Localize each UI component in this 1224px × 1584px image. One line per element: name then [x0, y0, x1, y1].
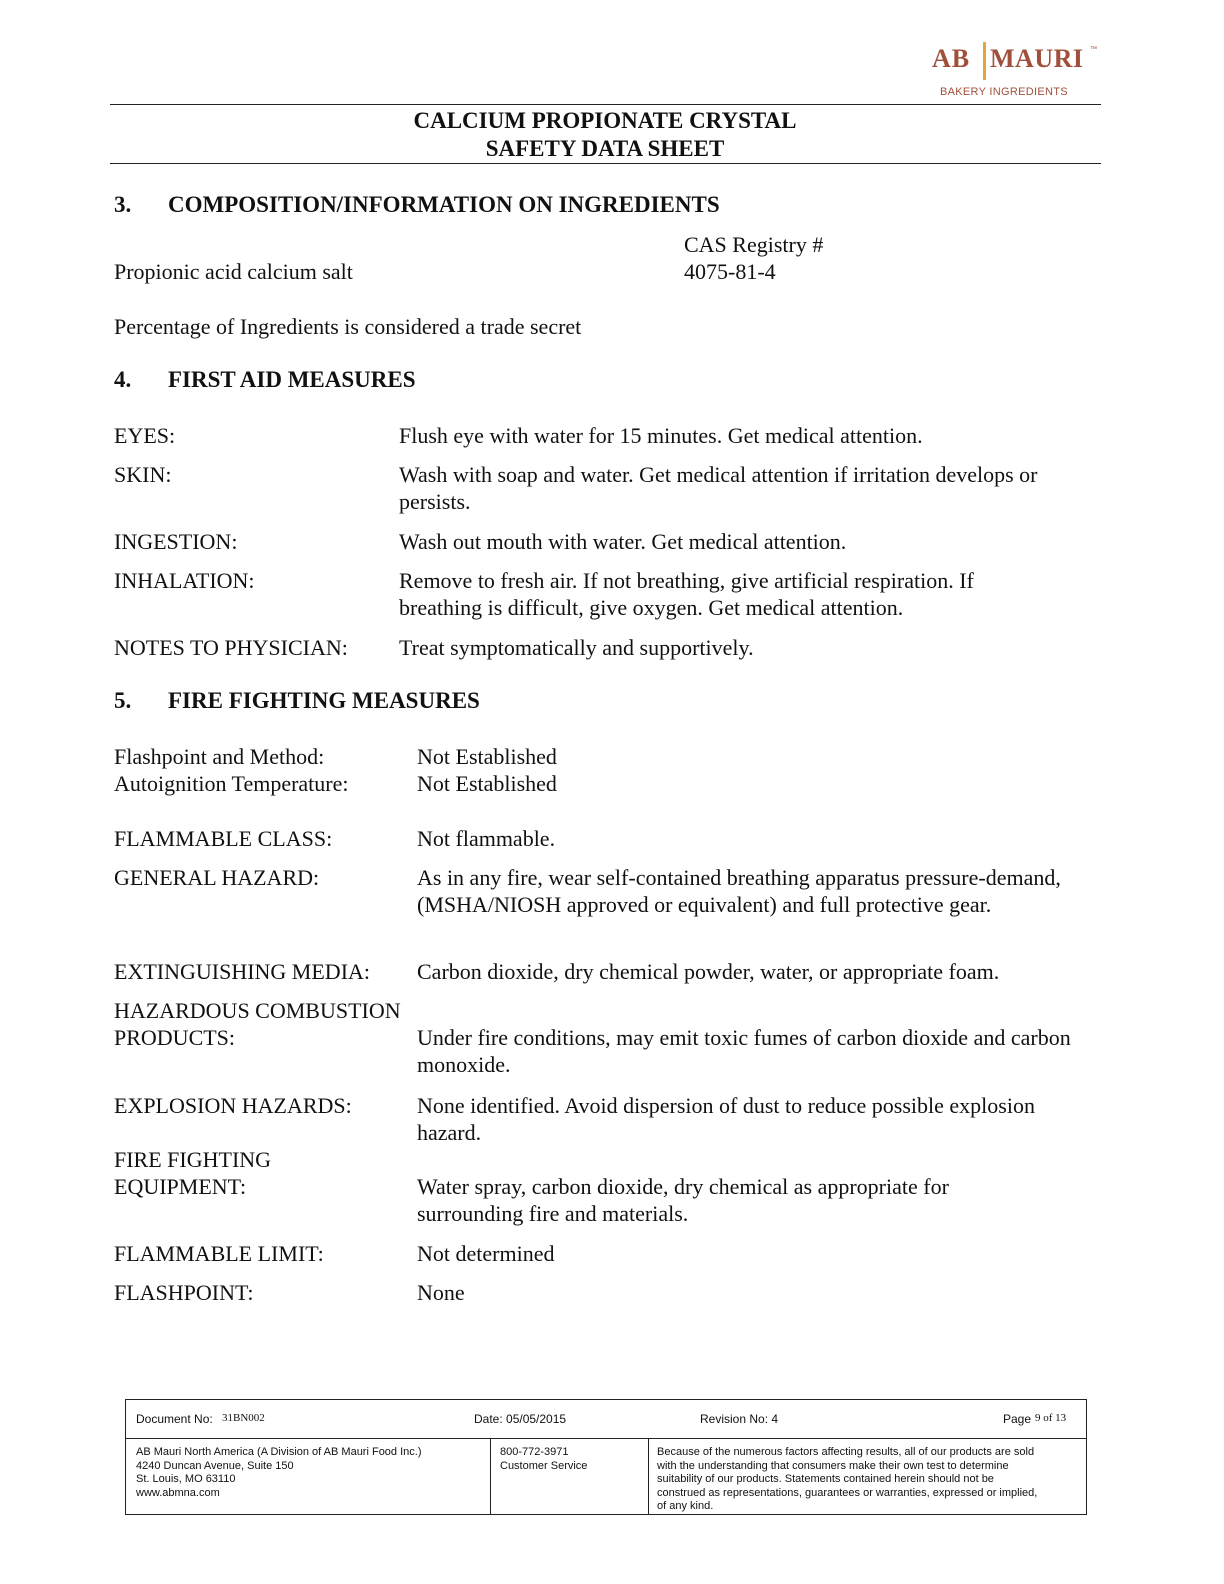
footer-disclaimer — [657, 1446, 1037, 1514]
footer-meta-row — [126, 1400, 1086, 1439]
section-5-heading — [114, 688, 1014, 718]
fire-value-flashpoint: None — [417, 1280, 465, 1305]
first-aid-label-eyes: EYES: — [114, 423, 176, 448]
footer-table — [125, 1399, 1087, 1515]
fire-value-equipment: Water spray, carbon dioxide, dry chemical as appropriate for surrounding fire and materials. — [417, 1174, 949, 1226]
first-aid-label-ingestion: INGESTION: — [114, 529, 238, 554]
fire-label-flammable-limit: FLAMMABLE LIMIT: — [114, 1241, 324, 1266]
document-subtitle: SAFETY DATA SHEET — [485, 136, 725, 161]
footer-disclaimer-line: Because of the numerous factors affecting results, all of our products are sold — [657, 1446, 1035, 1458]
footer-phone — [500, 1446, 587, 1473]
logo-ab-text: AB — [932, 44, 971, 73]
fire-value-flammable-class: Not flammable. — [417, 826, 556, 851]
fire-label-flashpoint-method: Flashpoint and Method: — [114, 744, 325, 769]
footer-divider-1 — [490, 1438, 491, 1514]
header-bottom-rule — [110, 163, 1101, 164]
footer-phone-number: 800-772-3971 — [500, 1446, 569, 1458]
fire-value-flashpoint-method: Not Established — [417, 744, 557, 769]
first-aid-label-inhalation: INHALATION: — [114, 568, 255, 593]
section-4-number: 4. — [114, 367, 132, 392]
first-aid-value-eyes: Flush eye with water for 15 minutes. Get medical attention. — [399, 423, 923, 448]
logo-subtitle: BAKERY INGREDIENTS — [940, 86, 1068, 98]
section-3-heading — [114, 192, 1014, 222]
footer-doc-label: Document No: — [136, 1412, 213, 1426]
section-4-heading — [114, 367, 1014, 397]
footer-divider-2 — [648, 1438, 649, 1514]
footer-page-value: 9 of 13 — [1035, 1412, 1067, 1424]
cas-number: 4075-81-4 — [684, 259, 776, 284]
footer-disclaimer-line: suitability of our products. Statements contained herein should not be — [657, 1473, 994, 1485]
fire-label-general-hazard: GENERAL HAZARD: — [114, 865, 320, 890]
footer-address-line: 4240 Duncan Avenue, Suite 150 — [136, 1459, 294, 1472]
section-4-title: FIRST AID MEASURES — [168, 367, 416, 392]
section-5-number: 5. — [114, 688, 132, 713]
footer-address-line: AB Mauri North America (A Division of AB Mauri Food Inc.) — [136, 1446, 422, 1458]
fire-value-general-hazard: As in any fire, wear self-contained breathing apparatus pressure-demand, (MSHA/NIOSH approved or equivalent) and full protective gear. — [417, 865, 1061, 917]
fire-label-extinguishing-media: EXTINGUISHING MEDIA: — [114, 959, 371, 984]
footer-date: Date: 05/05/2015 — [474, 1412, 567, 1426]
footer-doc-value: 31BN002 — [222, 1412, 265, 1424]
logo-mauri-text: MAURI — [990, 44, 1084, 73]
footer-phone-label: Customer Service — [500, 1459, 588, 1472]
fire-value-extinguishing-media: Carbon dioxide, dry chemical powder, water, or appropriate foam. — [417, 959, 1000, 984]
fire-label-flammable-class: FLAMMABLE CLASS: — [114, 826, 333, 851]
fire-label-autoignition: Autoignition Temperature: — [114, 771, 349, 796]
first-aid-value-physician: Treat symptomatically and supportively. — [399, 635, 754, 660]
first-aid-value-skin: Wash with soap and water. Get medical attention if irritation develops or persists. — [399, 462, 1038, 514]
footer-disclaimer-line: of any kind. — [657, 1500, 714, 1512]
fire-value-explosion-hazards: None identified. Avoid dispersion of dust to reduce possible explosion hazard. — [417, 1093, 1035, 1145]
first-aid-label-physician: NOTES TO PHYSICIAN: — [114, 635, 348, 660]
fire-label-flashpoint: FLASHPOINT: — [114, 1280, 254, 1305]
section-5-title: FIRE FIGHTING MEASURES — [168, 688, 480, 713]
company-logo — [930, 42, 1100, 104]
logo-divider — [983, 42, 986, 80]
fire-label-combustion-products: HAZARDOUS COMBUSTION PRODUCTS: — [114, 998, 401, 1050]
cas-registry-header: CAS Registry # — [684, 232, 824, 257]
fire-label-explosion-hazards: EXPLOSION HAZARDS: — [114, 1093, 352, 1118]
footer-disclaimer-line: with the understanding that consumers make their own test to determine — [657, 1459, 1009, 1472]
footer-address-line: St. Louis, MO 63110 — [136, 1473, 236, 1485]
ingredient-name: Propionic acid calcium salt — [114, 259, 353, 284]
first-aid-value-inhalation: Remove to fresh air. If not breathing, give artificial respiration. If breathing is difficult, give oxygen. Get medical attention. — [399, 568, 974, 620]
document-title: CALCIUM PROPIONATE CRYSTAL — [413, 108, 797, 133]
footer-revision: Revision No: 4 — [700, 1412, 779, 1426]
header-top-rule — [110, 104, 1101, 105]
footer-address — [136, 1446, 422, 1500]
trade-secret-note: Percentage of Ingredients is considered a trade secret — [114, 314, 582, 339]
first-aid-value-ingestion: Wash out mouth with water. Get medical attention. — [399, 529, 847, 554]
section-3-title: COMPOSITION/INFORMATION ON INGREDIENTS — [168, 192, 720, 217]
first-aid-label-skin: SKIN: — [114, 462, 172, 487]
footer-disclaimer-line: construed as representations, guarantees or warranties, expressed or implied, — [657, 1486, 1038, 1499]
section-3-number: 3. — [114, 192, 132, 217]
fire-value-autoignition: Not Established — [417, 771, 557, 796]
footer-website: www.abmna.com — [136, 1486, 220, 1499]
fire-value-combustion-products: Under fire conditions, may emit toxic fumes of carbon dioxide and carbon monoxide. — [417, 1025, 1071, 1077]
fire-value-flammable-limit: Not determined — [417, 1241, 555, 1266]
fire-label-equipment: FIRE FIGHTING EQUIPMENT: — [114, 1147, 272, 1199]
logo-trademark: ™ — [1090, 46, 1097, 53]
footer-page-label: Page — [1003, 1412, 1032, 1426]
